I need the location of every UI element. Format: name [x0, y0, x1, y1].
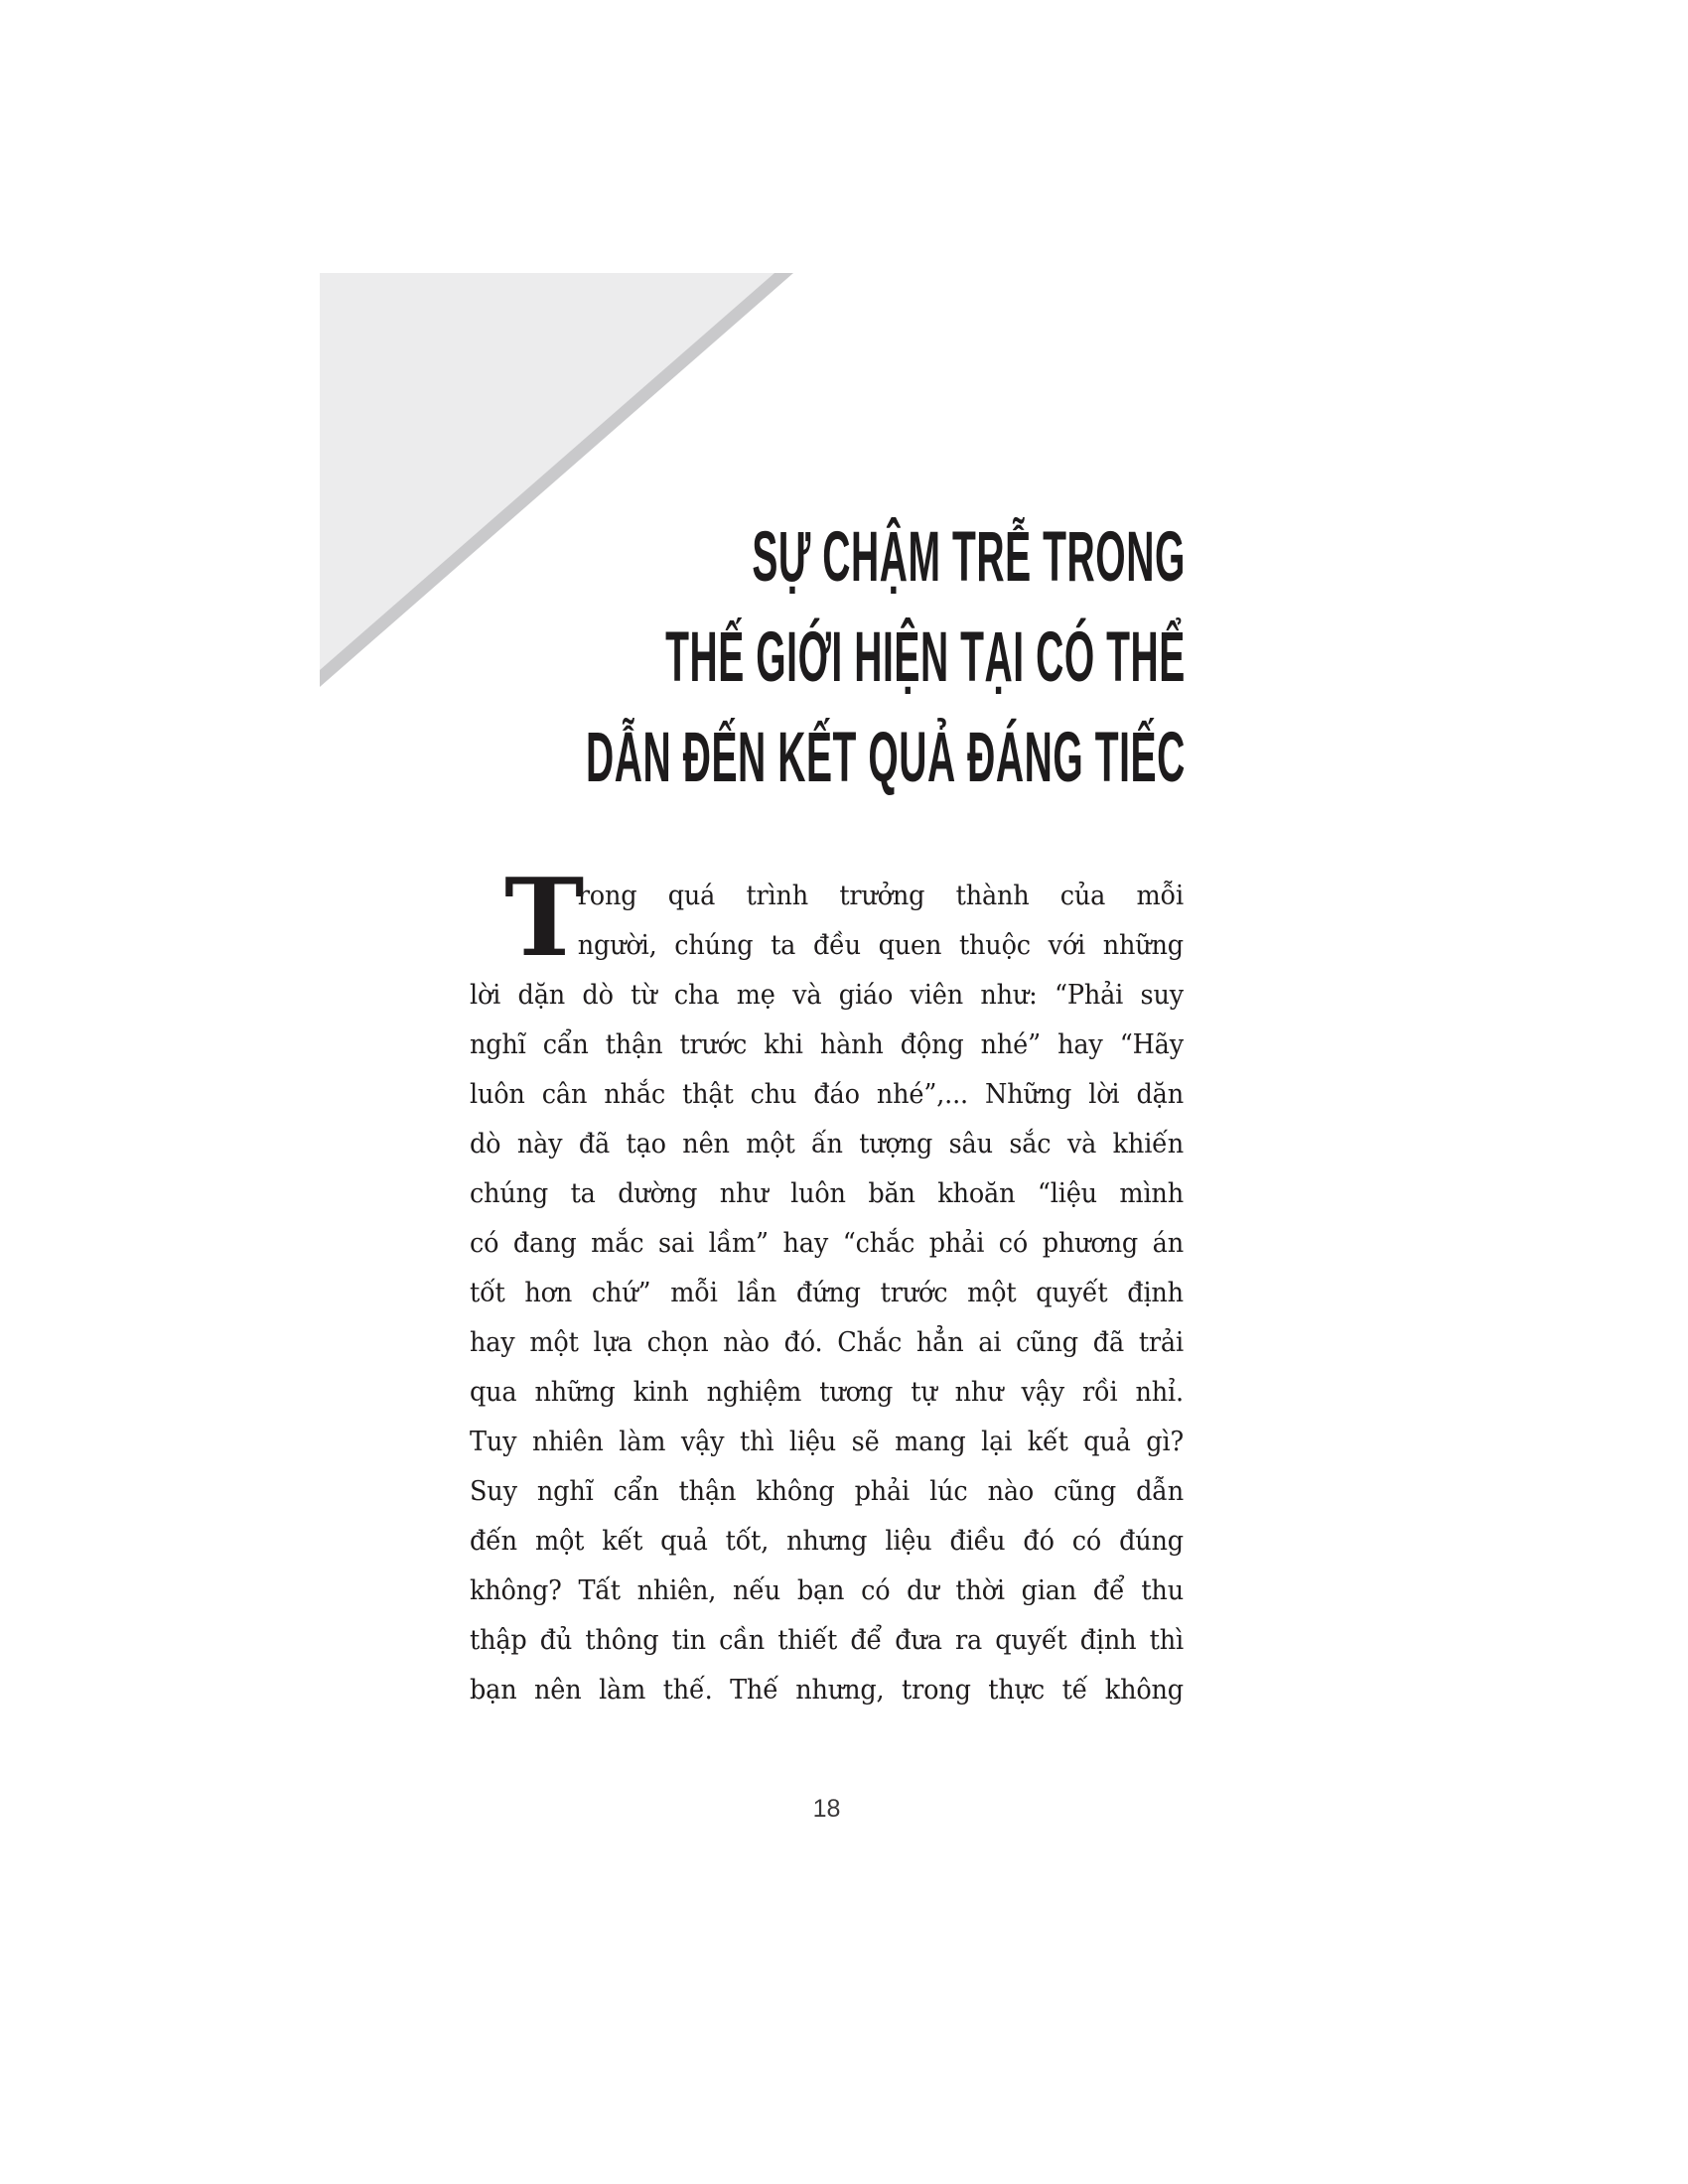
- drop-cap: T: [504, 856, 585, 981]
- body-line: Suy nghĩ cẩn thận không phải lúc nào cũng dẫn: [470, 1476, 1184, 1507]
- body-line: không? Tất nhiên, nếu bạn có dư thời gian để thu: [470, 1575, 1184, 1606]
- body-line: qua những kinh nghiệm tương tự như vậy rồi nhỉ.: [470, 1377, 1184, 1408]
- body-line: tốt hơn chứ” mỗi lần đứng trước một quyết định: [470, 1278, 1184, 1308]
- body-line: Tuy nhiên làm vậy thì liệu sẽ mang lại kết quả gì?: [470, 1427, 1184, 1457]
- body-line: luôn cân nhắc thật chu đáo nhé”,... Những lời dặn: [470, 1079, 1184, 1110]
- title-line: THẾ GIỚI HIỆN TẠI CÓ THỂ: [665, 618, 1186, 697]
- chapter-paragraph: [470, 872, 1184, 1715]
- body-line: rong quá trình trưởng thành của mỗi: [577, 881, 1184, 911]
- body-line: thập đủ thông tin cần thiết để đưa ra quyết định thì: [470, 1625, 1184, 1656]
- body-line: đến một kết quả tốt, nhưng liệu điều đó có đúng: [470, 1526, 1184, 1557]
- title-line: SỰ CHẬM TRỄ TRONG: [752, 518, 1186, 597]
- body-line: lời dặn dò từ cha mẹ và giáo viên như: “Phải suy: [470, 980, 1184, 1011]
- body-line: hay một lựa chọn nào đó. Chắc hẳn ai cũng đã trải: [470, 1327, 1184, 1358]
- body-line: có đang mắc sai lầm” hay “chắc phải có phương án: [470, 1228, 1184, 1259]
- body-line: chúng ta dường như luôn băn khoăn “liệu mình: [470, 1178, 1184, 1209]
- title-line: DẪN ĐẾN KẾT QUẢ ĐÁNG TIẾC: [586, 719, 1186, 797]
- body-line: nghĩ cẩn thận trước khi hành động nhé” hay “Hãy: [470, 1029, 1184, 1060]
- body-line: bạn nên làm thế. Thế nhưng, trong thực tế không: [470, 1675, 1184, 1706]
- chapter-title: [586, 507, 1186, 808]
- body-line: dò này đã tạo nên một ấn tượng sâu sắc và khiến: [470, 1129, 1184, 1160]
- page-number: 18: [812, 1795, 841, 1823]
- body-line: người, chúng ta đều quen thuộc với những: [577, 930, 1184, 961]
